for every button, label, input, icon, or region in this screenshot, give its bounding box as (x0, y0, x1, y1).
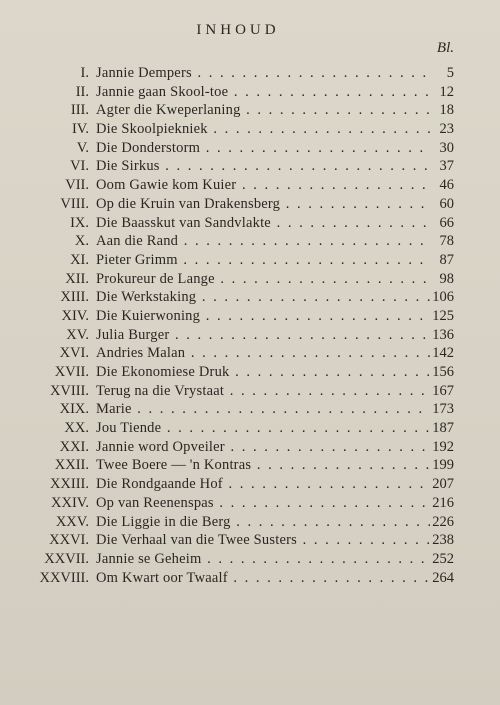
chapter-number: XI. (70, 251, 89, 268)
chapter-page-number: 264 (432, 569, 454, 586)
chapter-page-number: 173 (432, 401, 454, 418)
chapter-title: Op van Reenenspas . . . (96, 494, 430, 513)
chapter-title: Op die Kruin van Drakensberg . . . (96, 195, 430, 214)
toc-entry (0, 400, 500, 419)
chapter-title: Twee Boere — 'n Kontras . . . (96, 456, 430, 475)
toc-entry (0, 382, 500, 401)
toc-entry (0, 120, 500, 139)
chapter-page-number: 46 (439, 177, 454, 194)
chapter-number: XXVIII. (39, 569, 89, 586)
chapter-page-number: 226 (432, 513, 454, 530)
toc-entry (0, 438, 500, 457)
toc-entry (0, 307, 500, 326)
toc-entry (0, 195, 500, 214)
toc-entry (0, 475, 500, 494)
chapter-number: XXI. (59, 438, 89, 455)
chapter-title: Die Werkstaking . . . (96, 288, 430, 307)
chapter-page-number: 60 (439, 195, 454, 212)
toc-entry (0, 157, 500, 176)
toc-entry (0, 101, 500, 120)
chapter-number: XXVI. (49, 532, 89, 549)
toc-entry (0, 419, 500, 438)
chapter-number: VIII. (60, 195, 89, 212)
chapter-page-number: 252 (432, 550, 454, 567)
toc-entry (0, 232, 500, 251)
chapter-number: IX. (70, 214, 89, 231)
chapter-number: V. (76, 139, 89, 156)
chapter-title: Die Rondgaande Hof . . . (96, 475, 430, 494)
chapter-page-number: 12 (439, 83, 454, 100)
chapter-page-number: 136 (432, 326, 454, 343)
toc-entry (0, 550, 500, 569)
toc-entry (0, 83, 500, 102)
toc-entry (0, 569, 500, 588)
chapter-number: XXIV. (51, 494, 89, 511)
chapter-number: X. (74, 233, 89, 250)
chapter-number: VII. (65, 177, 89, 194)
toc-entry (0, 270, 500, 289)
chapter-number: XX. (64, 420, 89, 437)
page-title (0, 22, 500, 39)
chapter-title: Julia Burger . . . (96, 326, 430, 345)
toc-entry (0, 494, 500, 513)
chapter-page-number: 167 (432, 382, 454, 399)
chapter-page-number: 156 (432, 364, 454, 380)
chapter-number: XVIII. (49, 382, 89, 399)
chapter-number: IV. (71, 121, 89, 138)
chapter-page-number: 106 (432, 289, 454, 306)
chapter-page-number: 187 (432, 420, 454, 437)
chapter-number: I. (80, 65, 89, 81)
toc-entry (0, 326, 500, 345)
chapter-page-number: 30 (439, 139, 454, 156)
page-column-label: Bl. (436, 40, 454, 56)
chapter-number: XXV. (55, 513, 89, 530)
chapter-title: Die Kuierwoning . . . (96, 307, 430, 326)
chapter-page-number: 199 (432, 457, 454, 474)
chapter-title: Die Liggie in die Berg . . . (96, 513, 430, 532)
chapter-page-number: 142 (432, 345, 454, 362)
toc-entry (0, 64, 500, 83)
page-title-text: INHOUD (196, 22, 280, 38)
chapter-title: Jannie word Opveiler . . . (96, 438, 430, 457)
chapter-page-number: 18 (439, 102, 454, 119)
chapter-number: XXIII. (49, 476, 89, 493)
chapter-title: Om Kwart oor Twaalf . . . (96, 569, 430, 588)
toc-entry (0, 344, 500, 363)
toc-entry (0, 139, 500, 158)
chapter-number: XXVII. (44, 550, 89, 567)
toc-entry (0, 363, 500, 382)
chapter-number: III. (70, 102, 89, 119)
chapter-page-number: 78 (439, 233, 454, 250)
chapter-title: Prokureur de Lange . . . (96, 270, 430, 289)
chapter-page-number: 192 (432, 438, 454, 455)
chapter-page-number: 125 (432, 307, 454, 324)
toc-entry (0, 288, 500, 307)
chapter-title: Jannie se Geheim . . . (96, 550, 430, 569)
chapter-page-number: 23 (439, 121, 454, 138)
chapter-title: Die Verhaal van die Twee Susters . . . (96, 531, 430, 550)
chapter-title: Aan die Rand . . . (96, 232, 430, 251)
toc-entry (0, 456, 500, 475)
chapter-page-number: 216 (432, 494, 454, 511)
chapter-number: XIX. (59, 401, 89, 418)
chapter-page-number: 37 (439, 158, 454, 175)
chapter-number: VI. (70, 158, 89, 175)
toc-entry (0, 251, 500, 270)
chapter-title: Agter die Kweperlaning . . . (96, 101, 430, 120)
toc-entry (0, 513, 500, 532)
chapter-page-number: 98 (439, 270, 454, 287)
chapter-page-number: 238 (432, 532, 454, 549)
chapter-number: II. (75, 83, 89, 100)
chapter-title: Jannie gaan Skool-toe . . . (96, 83, 430, 102)
chapter-page-number: 5 (446, 65, 454, 81)
chapter-title: Die Donderstorm . . . (96, 139, 430, 158)
chapter-title: Jou Tiende . . . (96, 419, 430, 438)
table-of-contents (0, 64, 500, 587)
chapter-number: XII. (65, 270, 89, 287)
chapter-title: Terug na die Vrystaat . . . (96, 382, 430, 401)
chapter-number: XV. (66, 326, 89, 343)
chapter-title: Die Sirkus . . . (96, 157, 430, 176)
chapter-number: XIII. (60, 289, 89, 306)
chapter-page-number: 207 (432, 476, 454, 493)
chapter-page-number: 66 (439, 214, 454, 231)
toc-entry (0, 176, 500, 195)
chapter-title: Die Baasskut van Sandvlakte . . . (96, 214, 430, 233)
chapter-page-number: 87 (439, 251, 454, 268)
chapter-number: XVII. (54, 364, 89, 380)
toc-entry (0, 531, 500, 550)
chapter-number: XXII. (54, 457, 89, 474)
chapter-number: XIV. (61, 307, 89, 324)
chapter-title: Oom Gawie kom Kuier . . . (96, 176, 430, 195)
chapter-number: XVI. (59, 345, 89, 362)
chapter-title: Marie . . . (96, 400, 430, 419)
toc-entry (0, 214, 500, 233)
chapter-title: Pieter Grimm . . . (96, 251, 430, 270)
chapter-title: Andries Malan . . . (96, 344, 430, 363)
chapter-title: Die Skoolpiekniek . . . (96, 120, 430, 139)
chapter-title: Jannie Dempers . . . (96, 64, 430, 83)
chapter-title: Die Ekonomiese Druk . . . (96, 363, 430, 382)
